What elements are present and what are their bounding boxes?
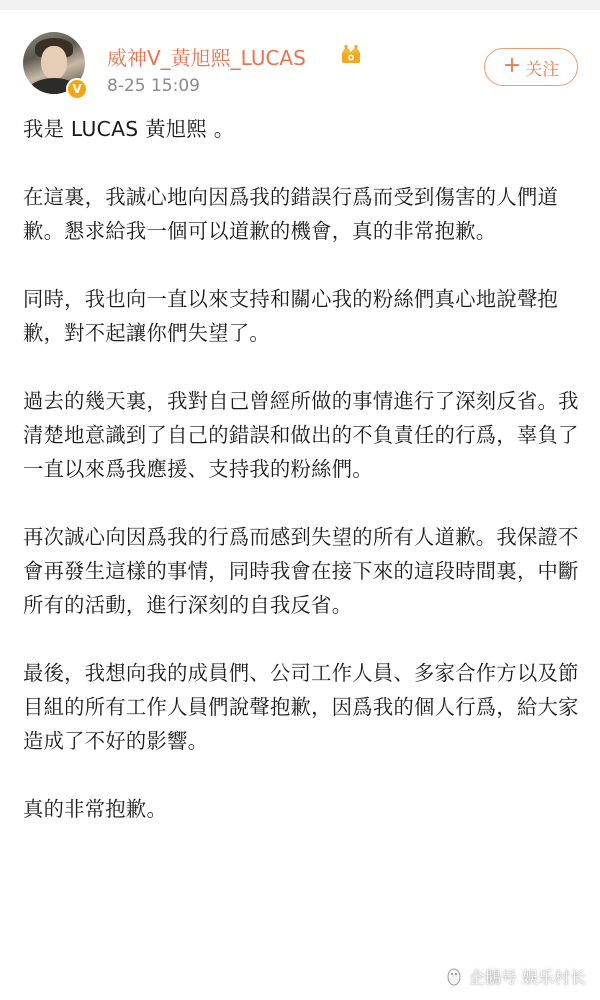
post-timestamp: 8-25 15:09: [107, 76, 200, 96]
post-body: [23, 112, 583, 860]
post-paragraph: 在這裏，我誠心地向因爲我的錯誤行爲而受到傷害的人們道歉。懇求給我一個可以道歉的機會，真的非常抱歉。: [23, 185, 559, 243]
post-paragraph: 我是 LUCAS 黃旭熙 。: [23, 117, 235, 141]
crown-icon: [340, 44, 362, 64]
avatar-face: [41, 46, 67, 80]
verified-badge-icon: V: [66, 78, 88, 100]
plus-icon: +: [502, 53, 522, 78]
top-strip: [0, 0, 600, 10]
post-paragraph: 過去的幾天裏，我對自己曾經所做的事情進行了深刻反省。我清楚地意識到了自己的錯誤和做出的不負責任的行爲，辜負了一直以來爲我應援、支持我的粉絲們。: [23, 389, 579, 481]
penguin-icon: [445, 968, 463, 986]
source-watermark: [445, 965, 586, 988]
username[interactable]: 威神V_黃旭熙_LUCAS: [107, 46, 306, 70]
post-paragraph: 再次誠心向因爲我的行爲而感到失望的所有人道歉。我保證不會再發生這樣的事情，同時我會在接下來的這段時間裏，中斷所有的活動，進行深刻的自我反省。: [23, 525, 579, 617]
watermark-text: 企鵝号 娱乐村长: [468, 968, 586, 987]
post-paragraph: 真的非常抱歉。: [23, 797, 168, 821]
follow-button-label: 关注: [525, 59, 560, 80]
post-paragraph: 最後，我想向我的成員們、公司工作人員、多家合作方以及節目組的所有工作人員們說聲抱歉，因爲我的個人行爲，給大家造成了不好的影響。: [23, 661, 579, 753]
post-paragraph: 同時，我也向一直以來支持和關心我的粉絲們真心地說聲抱歉，對不起讓你們失望了。: [23, 287, 559, 345]
post-header: [0, 10, 600, 110]
follow-button[interactable]: [484, 48, 578, 86]
